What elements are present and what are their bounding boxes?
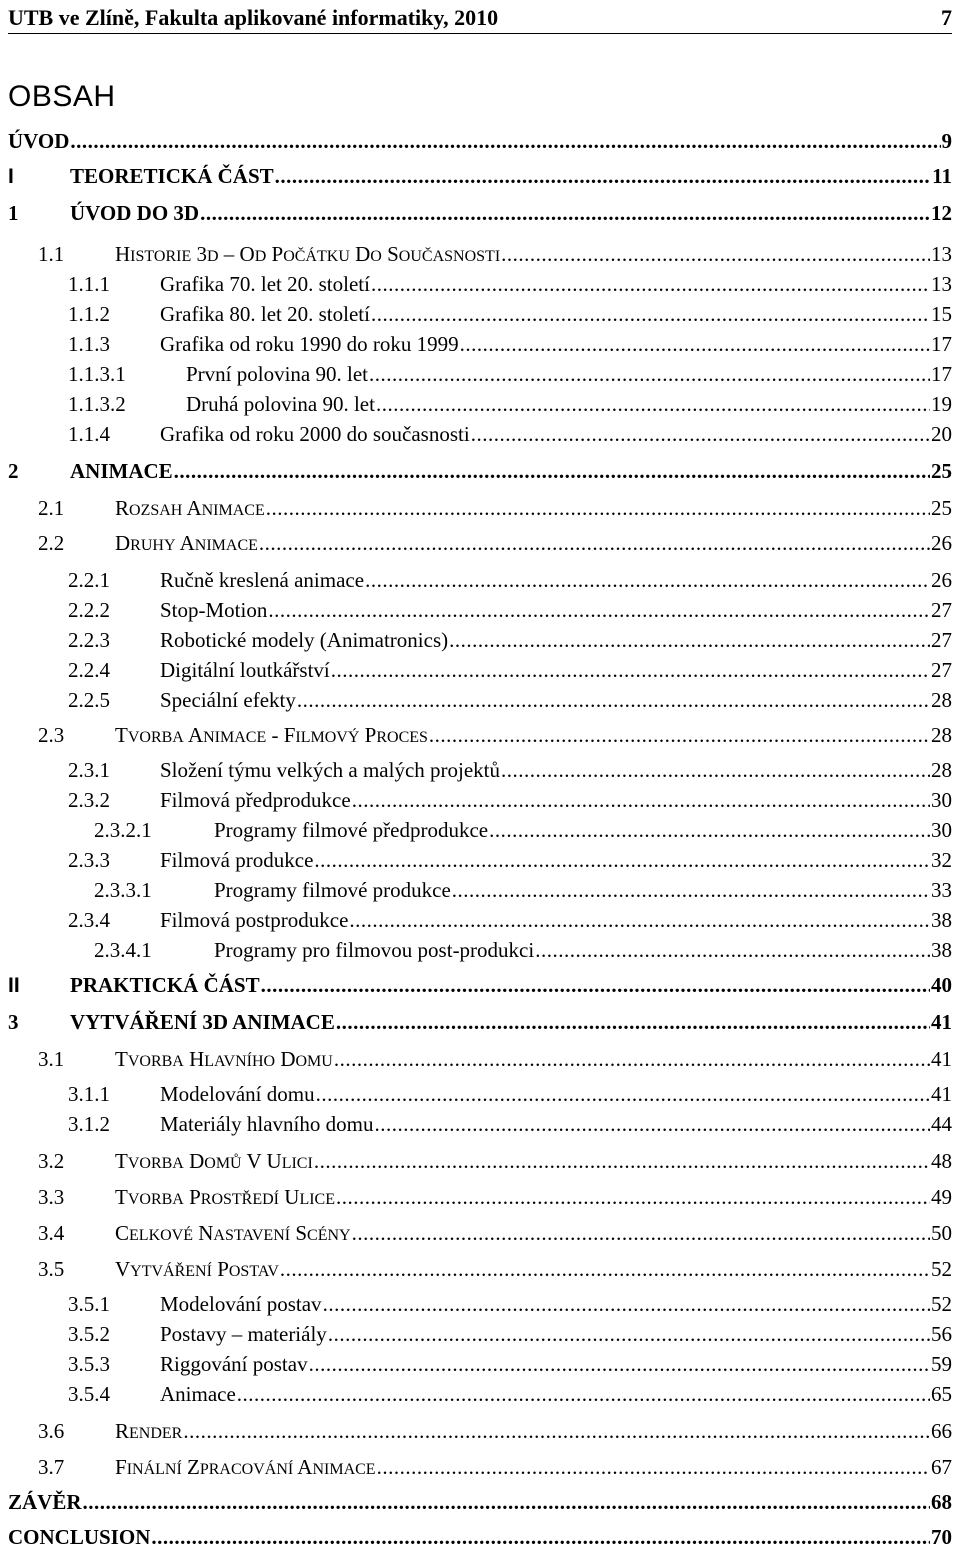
dot-leader [376,390,930,418]
toc-entry-3-7 [38,1453,952,1481]
toc-entry-page: 41 [931,1082,952,1106]
dot-leader [336,1008,930,1036]
toc-entry-page: 28 [931,723,952,747]
dot-leader [331,656,930,684]
toc-entry-title: Grafika od roku 2000 do současnosti [160,422,470,446]
toc-entry-page: 25 [931,496,952,520]
toc-entry-number: 3.7 [38,1455,65,1479]
dot-leader [328,1320,930,1348]
toc-entry-page: 27 [931,658,952,682]
dot-leader [200,199,930,227]
toc-entry-1 [8,199,952,227]
toc-entry-3-1-2 [68,1110,952,1138]
toc-entry-page: 30 [931,788,952,812]
toc-entry-title: TVORBA PROSTŘEDÍ ULICE [115,1185,335,1209]
dot-leader [449,626,930,654]
dot-leader [460,330,930,358]
toc-entry-1-1-3-2 [68,390,952,418]
toc-entry-2 [8,457,952,485]
dot-leader [151,1523,930,1551]
toc-entry-2-2-3 [68,626,952,654]
toc-entry-2-3-4-1 [94,936,952,964]
toc-entry-number: 2.1 [38,496,65,520]
toc-entry-number: II [8,974,20,997]
toc-entry-1-1-4 [68,420,952,448]
toc-entry-page: 48 [931,1149,952,1173]
toc-entry-3-5 [38,1255,952,1283]
toc-entry-title: CELKOVÉ NASTAVENÍ SCÉNY [115,1221,351,1245]
toc-entry-title: Programy filmové produkce [214,878,451,902]
toc-entry-number: 1.1.3.2 [68,392,126,416]
toc-entry-2-3-2-1 [94,816,952,844]
header-page-number: 7 [941,5,952,30]
toc-entry-number: 2.3.4.1 [94,938,152,962]
toc-entry-1-1-2 [68,300,952,328]
toc-entry-title: Grafika 80. let 20. století [160,302,370,326]
toc-entry-3 [8,1008,952,1036]
toc-entry-page: 32 [931,848,952,872]
toc-entry-number: 3.5.2 [68,1322,110,1346]
toc-entry-3-5-2 [68,1320,952,1348]
toc-entry-title: Animace [160,1382,236,1406]
toc-entry-page: 38 [931,908,952,932]
toc-entry-title: TVORBA DOMŮ V ULICI [115,1149,313,1173]
toc-entry-title: Programy pro filmovou post-produkci [214,938,535,962]
dot-leader [266,494,930,522]
dot-leader [261,971,930,999]
dot-leader [316,1080,930,1108]
toc-entry-page: 30 [931,818,952,842]
dot-leader [174,457,930,485]
dot-leader [501,240,930,268]
toc-entry-number: 2.2.2 [68,598,110,622]
toc-entry-number: 2.2.5 [68,688,110,712]
dot-leader [275,162,932,190]
dot-leader [352,1219,930,1247]
toc-entry-title: ÚVOD DO 3D [70,201,200,225]
toc-entry-title: CONCLUSION [8,1525,151,1549]
toc-entry-page: 33 [931,878,952,902]
dot-leader [280,1255,930,1283]
toc-entry-page: 50 [931,1221,952,1245]
toc-entry-3-6 [38,1417,952,1445]
toc-entry-3-5-4 [68,1380,952,1408]
toc-entry-number: 3.4 [38,1221,65,1245]
toc-entry-page: 25 [931,459,952,483]
toc-entry-page: 59 [931,1352,952,1376]
toc-entry-number: 3.6 [38,1419,65,1443]
toc-entry-number: 2.3.2.1 [94,818,152,842]
toc-entry-number: 3.5 [38,1257,65,1281]
dot-leader [352,786,930,814]
toc-entry-number: 3.5.3 [68,1352,110,1376]
toc-entry-page: 65 [931,1382,952,1406]
toc-entry-number: 1.1.4 [68,422,110,446]
toc-entry-number: 2.3.4 [68,908,110,932]
toc-entry-number: 1 [8,201,19,225]
toc-entry-page: 19 [931,392,952,416]
toc-entry-number: 3.1.1 [68,1082,110,1106]
toc-entry-2-3-4 [68,906,952,934]
toc-entry-1-1-3-1 [68,360,952,388]
toc-entry-number: 2.2.4 [68,658,110,682]
toc-entry-number: 3.5.1 [68,1292,110,1316]
toc-entry-2-1 [38,494,952,522]
toc-entry-title: Stop-Motion [160,598,268,622]
toc-entry-uvod [8,127,952,155]
dot-leader [371,300,930,328]
dot-leader [535,936,930,964]
toc-entry-title: DRUHY ANIMACE [115,531,258,555]
toc-entry-number: 2.2.3 [68,628,110,652]
toc-entry-page: 67 [931,1455,952,1479]
toc-entry-2-3-1 [68,756,952,784]
toc-entry-number: 1.1.3 [68,332,110,356]
dot-leader [429,721,930,749]
toc-entry-2-3 [38,721,952,749]
toc-entry-title: Riggování postav [160,1352,308,1376]
toc-title: OBSAH [8,80,116,113]
toc-entry-title: Grafika od roku 1990 do roku 1999 [160,332,459,356]
dot-leader [371,270,930,298]
dot-leader [309,1350,930,1378]
dot-leader [323,1290,930,1318]
toc-entry-number: 3.1 [38,1047,65,1071]
toc-entry-page: 27 [931,598,952,622]
toc-entry-number: 3.3 [38,1185,65,1209]
toc-entry-title: Filmová produkce [160,848,314,872]
toc-entry-2-2-5 [68,686,952,714]
dot-leader [314,846,930,874]
toc-entry-number: 1.1.3.1 [68,362,126,386]
toc-entry-title: Modelování postav [160,1292,322,1316]
toc-entry-number: 2 [8,459,19,483]
toc-entry-number: 2.3 [38,723,65,747]
toc-entry-title: Složení týmu velkých a malých projektů [160,758,500,782]
toc-entry-number: 2.3.3 [68,848,110,872]
toc-entry-page: 15 [931,302,952,326]
toc-entry-number: 1.1.1 [68,272,110,296]
toc-entry-page: 13 [931,272,952,296]
header-title: UTB ve Zlíně, Fakulta aplikované informatiky, 2010 [8,5,499,30]
toc-entry-3-5-1 [68,1290,952,1318]
toc-entry-page: 27 [931,628,952,652]
toc-entry-2-3-2 [68,786,952,814]
toc-entry-title: Ručně kreslená animace [160,568,365,592]
toc-entry-conclusion [8,1523,952,1551]
toc-entry-2-3-3-1 [94,876,952,904]
dot-leader [365,566,930,594]
toc-entry-title: Filmová předprodukce [160,788,351,812]
toc-entry-page: 40 [931,973,952,997]
toc-entry-1-1-1 [68,270,952,298]
dot-leader [369,360,930,388]
toc-entry-number: I [8,165,14,188]
toc-entry-page: 9 [941,129,952,153]
toc-entry-2-2-4 [68,656,952,684]
dot-leader [297,686,930,714]
toc-entry-page: 38 [931,938,952,962]
toc-entry-page: 41 [931,1010,952,1034]
toc-entry-title: VYTVÁŘENÍ POSTAV [115,1257,279,1281]
toc-entry-number: 3.5.4 [68,1382,110,1406]
toc-entry-page: 11 [932,164,952,188]
toc-entry-page: 28 [931,758,952,782]
toc-entry-number: 1.1 [38,242,65,266]
toc-entry-3-4 [38,1219,952,1247]
toc-entry-1-1 [38,240,952,268]
toc-entry-page: 26 [931,568,952,592]
toc-entry-page: 44 [931,1112,952,1136]
toc-entry-title: PRAKTICKÁ ČÁST [70,973,260,997]
toc-entry-title: VYTVÁŘENÍ 3D ANIMACE [70,1010,335,1034]
toc-entry-1-1-3 [68,330,952,358]
toc-entry-page: 17 [931,362,952,386]
toc-entry-title: Druhá polovina 90. let [186,392,375,416]
toc-entry-title: Robotické modely (Animatronics) [160,628,449,652]
toc-entry-3-5-3 [68,1350,952,1378]
toc-entry-page: 41 [931,1047,952,1071]
dot-leader [471,420,930,448]
toc-entry-page: 17 [931,332,952,356]
toc-entry-3-1 [38,1045,952,1073]
toc-entry-page: 52 [931,1292,952,1316]
toc-entry-title: Grafika 70. let 20. století [160,272,370,296]
toc-entry-number: 2.3.2 [68,788,110,812]
dot-leader [83,1488,930,1516]
dot-leader [452,876,930,904]
toc-entry-i [8,162,952,190]
toc-entry-title: Filmová postprodukce [160,908,349,932]
toc-entry-page: 49 [931,1185,952,1209]
toc-entry-3-2 [38,1147,952,1175]
toc-entry-page: 12 [931,201,952,225]
toc-entry-title: Digitální loutkářství [160,658,330,682]
toc-entry-number: 1.1.2 [68,302,110,326]
toc-entry-page: 66 [931,1419,952,1443]
toc-entry-number: 2.3.1 [68,758,110,782]
toc-entry-number: 2.2.1 [68,568,110,592]
toc-entry-2-2 [38,529,952,557]
toc-entry-title: TEORETICKÁ ČÁST [70,164,274,188]
toc-entry-title: Materiály hlavního domu [160,1112,374,1136]
toc-entry-number: 3 [8,1010,19,1034]
toc-entry-number: 2.3.3.1 [94,878,152,902]
toc-entry-page: 20 [931,422,952,446]
toc-entry-2-3-3 [68,846,952,874]
toc-entry-title: První polovina 90. let [186,362,368,386]
dot-leader [334,1045,930,1073]
toc-entry-title: Modelování domu [160,1082,315,1106]
toc-entry-title: TVORBA HLAVNÍHO DOMU [115,1047,333,1071]
dot-leader [501,756,930,784]
toc-entry-zaver [8,1488,952,1516]
dot-leader [374,1110,930,1138]
toc-entry-title: Postavy – materiály [160,1322,327,1346]
toc-entry-title: ÚVOD [8,129,70,153]
dot-leader [314,1147,930,1175]
toc-entry-ii [8,971,952,999]
toc-entry-title: TVORBA ANIMACE - FILMOVÝ PROCES [115,723,428,747]
dot-leader [268,596,930,624]
toc-entry-title: ROZSAH ANIMACE [115,496,265,520]
toc-entry-2-2-2 [68,596,952,624]
dot-leader [237,1380,930,1408]
toc-entry-title: HISTORIE 3D – OD POČÁTKU DO SOUČASNOSTI [115,242,501,266]
toc-entry-3-3 [38,1183,952,1211]
toc-entry-title: ANIMACE [70,459,173,483]
toc-entry-page: 70 [931,1525,952,1549]
dot-leader [377,1453,930,1481]
toc-entry-3-1-1 [68,1080,952,1108]
dot-leader [259,529,930,557]
toc-entry-title: Speciální efekty [160,688,296,712]
dot-leader [183,1417,930,1445]
toc-entry-page: 52 [931,1257,952,1281]
toc-entry-number: 3.1.2 [68,1112,110,1136]
toc-entry-number: 2.2 [38,531,65,555]
toc-entry-2-2-1 [68,566,952,594]
toc-entry-title: ZÁVĚR [8,1490,82,1514]
toc-entry-page: 26 [931,531,952,555]
dot-leader [70,127,940,155]
toc-entry-title: RENDER [115,1419,183,1443]
toc-entry-page: 68 [931,1490,952,1514]
dot-leader [489,816,930,844]
toc-entry-number: 3.2 [38,1149,65,1173]
toc-entry-page: 13 [931,242,952,266]
toc-entry-title: FINÁLNÍ ZPRACOVÁNÍ ANIMACE [115,1455,376,1479]
dot-leader [349,906,930,934]
toc-entry-page: 28 [931,688,952,712]
toc-entry-title: Programy filmové předprodukce [214,818,489,842]
dot-leader [336,1183,930,1211]
toc-entry-page: 56 [931,1322,952,1346]
